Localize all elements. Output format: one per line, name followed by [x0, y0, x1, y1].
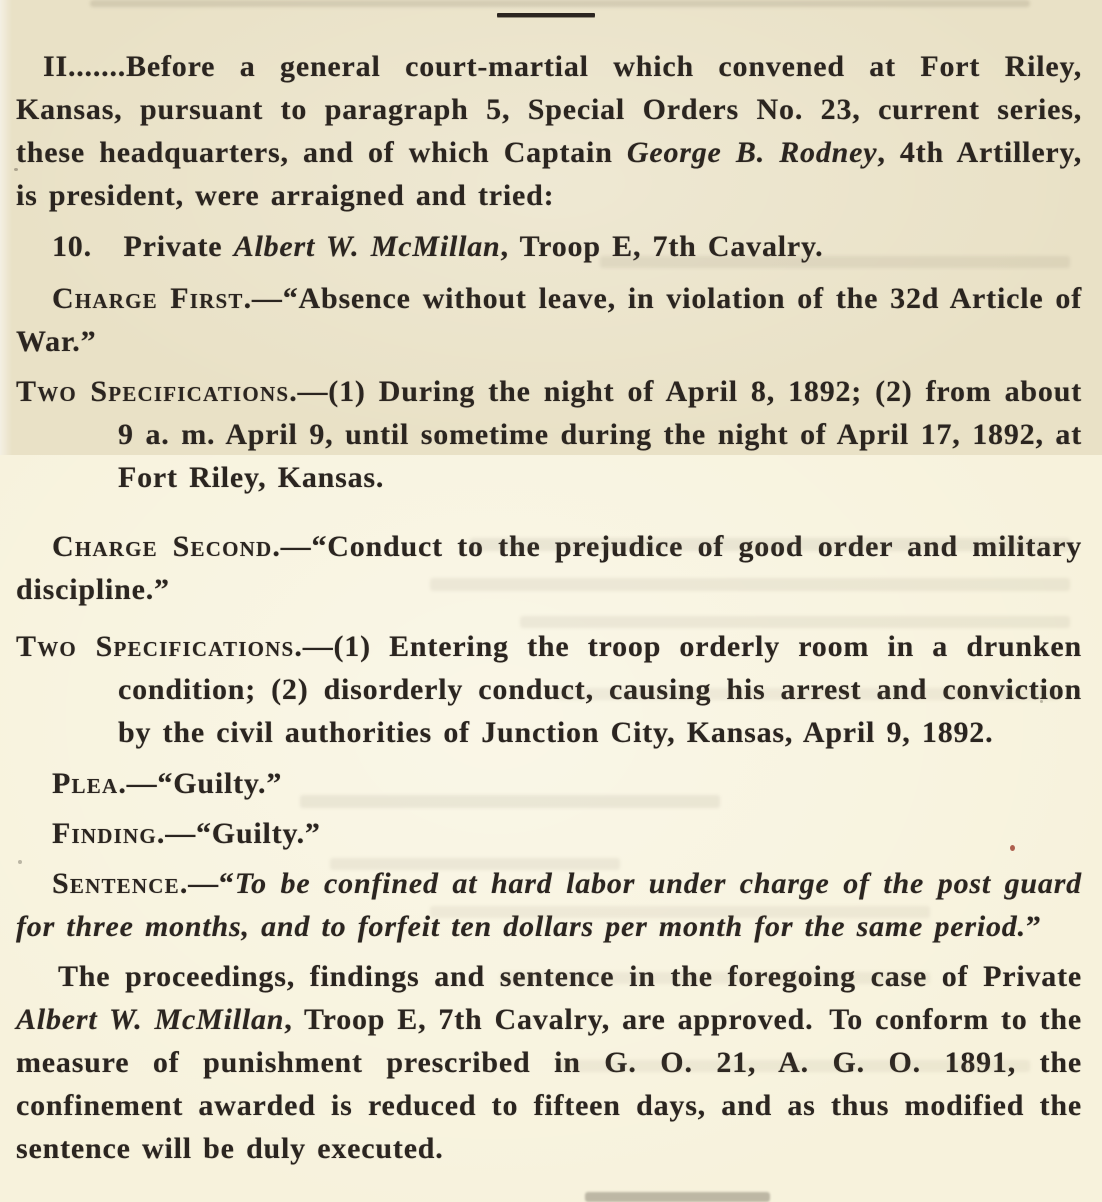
text-run: .—“ — [179, 867, 235, 900]
text-run: .—(1) Entering the troop orderly room in a drunken condition; (2) disorderly conduct, causing his arrest and conviction by the civil authorities of Junction City, Kansas, April 9, 1892. — [118, 630, 1083, 749]
action-paragraph — [16, 955, 1082, 1170]
text-run: .—“Absence without leave, in violation of the 32d Article of War.” — [16, 282, 1082, 358]
text-run: To be confined at hard labor under charge of the post guard for three months, and to forfeit ten dollars per month for the same period. — [16, 867, 1082, 943]
plea-paragraph — [16, 762, 1082, 805]
specifications-first-paragraph — [16, 370, 1082, 499]
text-run: Finding — [52, 817, 157, 850]
section-divider-rule — [497, 13, 595, 17]
text-run: II.......Before a general court-martial which convened at Fort Riley, Kansas, pursuant to paragraph 5, Special Orders No. 23, current series, these headquarters, and of which Captain — [16, 50, 1082, 169]
charge-first-paragraph — [16, 277, 1082, 363]
text-run: Albert W. McMillan — [233, 230, 501, 263]
text-run: Plea — [52, 767, 119, 800]
text-run: The proceedings, findings and sentence in the foregoing case of Private — [58, 960, 1082, 993]
text-run: Two Specifications — [16, 375, 290, 408]
text-run: Charge First — [52, 282, 244, 315]
text-run: .—“Conduct to the prejudice of good order and military discipline.” — [16, 530, 1082, 606]
text-run: Charge Second — [52, 530, 273, 563]
text-run: .—(1) During the night of April 8, 1892; (2) from about 9 a. m. April 9, until sometime during the night of April 17, 1892, at Fort Riley, Kansas. — [118, 375, 1082, 494]
intro-paragraph — [16, 45, 1082, 217]
text-run: Sentence — [52, 867, 180, 900]
specifications-second-paragraph — [16, 625, 1082, 754]
text-run: , 4th Artillery, is president, were arraigned and tried: — [16, 136, 1082, 212]
text-run: .—“Guilty.” — [156, 817, 321, 850]
sentence-paragraph — [16, 862, 1082, 948]
case-number-paragraph — [16, 225, 1082, 268]
document-text-column — [0, 13, 1102, 1170]
charge-second-paragraph — [16, 525, 1082, 611]
text-run: , Troop E, 7th Cavalry. — [500, 230, 824, 263]
text-run: Two Specifications — [16, 630, 295, 663]
text-run: George B. Rodney — [626, 136, 878, 169]
finding-paragraph — [16, 812, 1082, 855]
text-run: 10. Private — [52, 230, 234, 263]
text-run: .—“Guilty.” — [118, 767, 283, 800]
text-run: Albert W. McMillan — [16, 1003, 285, 1036]
text-run: , Troop E, 7th Cavalry, are approved. To conform to the measure of punishment prescribed in G. O. 21, A. G. O. 1891, the confinement awarded is reduced to fifteen days, and as thus modified the sentence will be duly executed. — [16, 1003, 1082, 1165]
text-run: ” — [1025, 910, 1042, 943]
